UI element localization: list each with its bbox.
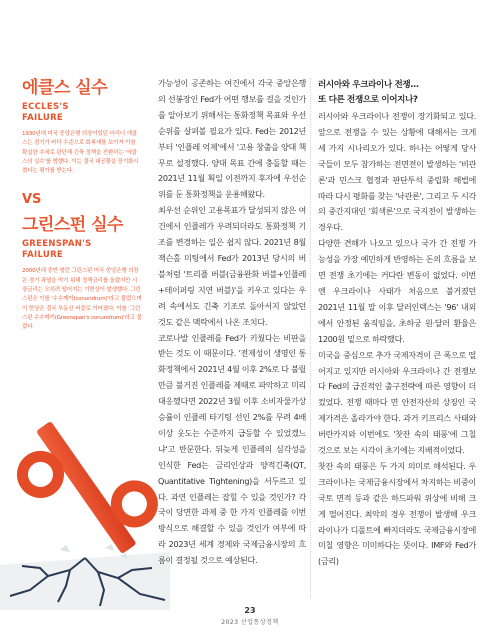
eccles-description: 1930년대 미국 중앙은행 의장이었던 마리너 에클스는 경기가 바닥 수준으로 회복세를 보이자 이를 확실한 추세로 판단해 긴축 정책을 전환하는 '에클스의 실수'를 범했다. 이는 결국 대공황을 장기화시켰다는 평가를 받는다.	[22, 131, 139, 175]
right-paragraph-4: 찻잔 속의 태풍은 두 가지 의미로 해석된다. 우크라이나는 국제금융시장에서 차지하는 비중이 국토 면적 등과 같은 하드파워 위상에 비해 크게 떨어진다. 최악의 경우 전쟁이 발생해 우크라이나가 디폴트에 빠지더라도 국제금융시장에 미칠 영향은 미미하다는 뜻이다. IMF와 Fed가 (금리)	[318, 460, 476, 567]
column-divider	[310, 78, 311, 598]
percent-crack-illustration	[0, 380, 170, 610]
eccles-title-en-line1: ECCLES'S	[22, 102, 69, 112]
middle-paragraph-3: 코로나발 인플레를 Fed가 키웠다는 비판을 받는 것도 이 때문이다. '전제성이 생명인 통화정책에서 2021년 4월 이후 2%로 다 불릴 만큼 불거진 인플레를 제때로 파악하고 미리 대응했다면 2022년 3월 이후 소비자물가상승률이 인플레 타기팅 선인 2%를 무려 4배 이상 웃도는 수준까지 급등할 수 있었겠느냐'고 반문한다. 뒤늦게 인플레의 심각성을 인식한 Fed는 금리인상과 양적긴축(QT, Quantitative Tightening)을 서두르고 있다. 과연 인플레는 잡힐 수 있을 것인가? 각국이 당면한 과제 중 한 가지 인플레를 이번 방식으로 해결할 수 있을 것인가 여부에 따라 2023년 세계 경제와 국제금융시장의 흐름이 결정될 것으로 예상된다.	[158, 332, 306, 566]
right-paragraph-1: 러시아와 우크라이나 전쟁이 장기화되고 있다. 앞으로 전쟁을 수 있는 상황에 대해서는 크게 세 가지 시나리오가 있다. 하나는 어떻게 당사국들이 모두 참가하는 전면전이 발생하는 '비관론'과 민스크 협정과 판단투석 중립화 해법에 따라 다시 평화를 찾는 '낙관론', 그리고 두 시각의 중간지대인 '회색론'으로 국지전이 발생하는 경우다.	[318, 111, 476, 233]
section-heading	[318, 78, 476, 108]
sidebar	[22, 78, 142, 333]
eccles-title-ko: 에클스 실수	[22, 78, 108, 98]
article-column-right	[318, 78, 476, 570]
greenspan-title-ko: 그린스펀 실수	[22, 215, 123, 236]
eccles-title-en-line2: FAILURE	[22, 113, 64, 123]
versus-label: VS	[22, 192, 42, 208]
publication-name: 2023 산업통상정책	[221, 619, 279, 626]
middle-paragraph-2: 최우선 순위인 고용목표가 달성되지 않은 여건에서 인플레가 우려되더라도 통화정책 기조를 변경하는 일은 쉽지 않다. 2021년 8월 잭슨홀 미팅에서 Fed가 2013년 당시의 버블처럼 '트리플 버블(금융완화 버블+인플레+테이퍼링 지연 버블)'을 키우고 있다는 우려 속에서도 긴축 기조로 돌아서지 않았던 것도 같은 맥락에서 나온 조치다.	[158, 205, 306, 327]
greenspan-failure-block	[22, 215, 142, 332]
section-heading-line1: 러시아와 우크라이나 전쟁…	[318, 80, 419, 90]
greenspan-title-en	[22, 239, 142, 261]
percent-icon	[4, 399, 169, 577]
greenspan-title-en-line2: FAILURE	[22, 250, 64, 261]
ground-shape	[0, 552, 170, 610]
article-column-middle	[158, 76, 306, 569]
page-number: 23	[244, 606, 256, 615]
section-heading-line2: 또 다른 전쟁으로 이어지나?	[318, 95, 418, 105]
right-paragraph-2: 다양한 견해가 나오고 있으나 국가 간 전쟁 가능성을 가장 예민하게 반영하는 돈의 흐름을 보면 전쟁 초기에는 커다란 변동이 없었다. 이번엔 우크라이나 사태가 처음으로 불거졌던 2021년 11월 말 이후 달러인덱스는 '96' 내외에서 안정된 움직임을, 초하궁 원·달러 환율은 1200원 밑으로 하락했다.	[318, 238, 476, 344]
eccles-failure-block	[22, 78, 142, 176]
eccles-title-en	[22, 102, 142, 124]
middle-paragraph-1: 가능성이 공존하는 여건에서 각국 중앙은행의 선봉장인 Fed가 어떤 행보를 걸을 것인가를 알아보기 위해서는 통화정책 목표와 우선순위를 살펴볼 필요가 있다. Fed는 2012년부터 '인플레 억제'에서 '고용 창출을 양대 책무로 설정했다. 양대 목표 간에 충돌할 때는 2021년 11월 획일 이전까지 후자에 우선순위를 둔 통화정책을 운용해왔다.	[158, 78, 306, 200]
greenspan-title-en-line1: GREENSPAN'S	[22, 239, 92, 250]
greenspan-description: 2000년대 중반 앨런 그린스펀 미국 중앙은행 의장은 경기 과열을 막기 위해 정책금리를 올렸지만 시장금리는 오히려 떨어지는 기현상이 발생했다. 그린스펀은 이를 '수수께끼(conundrum)'라고 불렀으며 이 현상은 결국 부동산 버블로 이어졌다. 이를 '그린스펀 수수께끼(Greenspan's conundrum)'라고 불렀다.	[22, 268, 142, 331]
right-paragraph-3: 미국을 중심으로 추가 국제자격이 큰 폭으로 떨어지고 있지만 러시아와 우크라이나 간 전쟁보다 Fed의 급진적인 출구전략에 따른 영향이 더 컸었다. 전쟁 때마다 면 안전자산의 상징인 국제가격은 올라가야 한다. 과거 키프리스 사태와 버란카지와 이번에도 '찻잔 속의 태풍'에 그칠 것으로 보는 시각이 초기에는 지배적이었다.	[318, 349, 476, 456]
